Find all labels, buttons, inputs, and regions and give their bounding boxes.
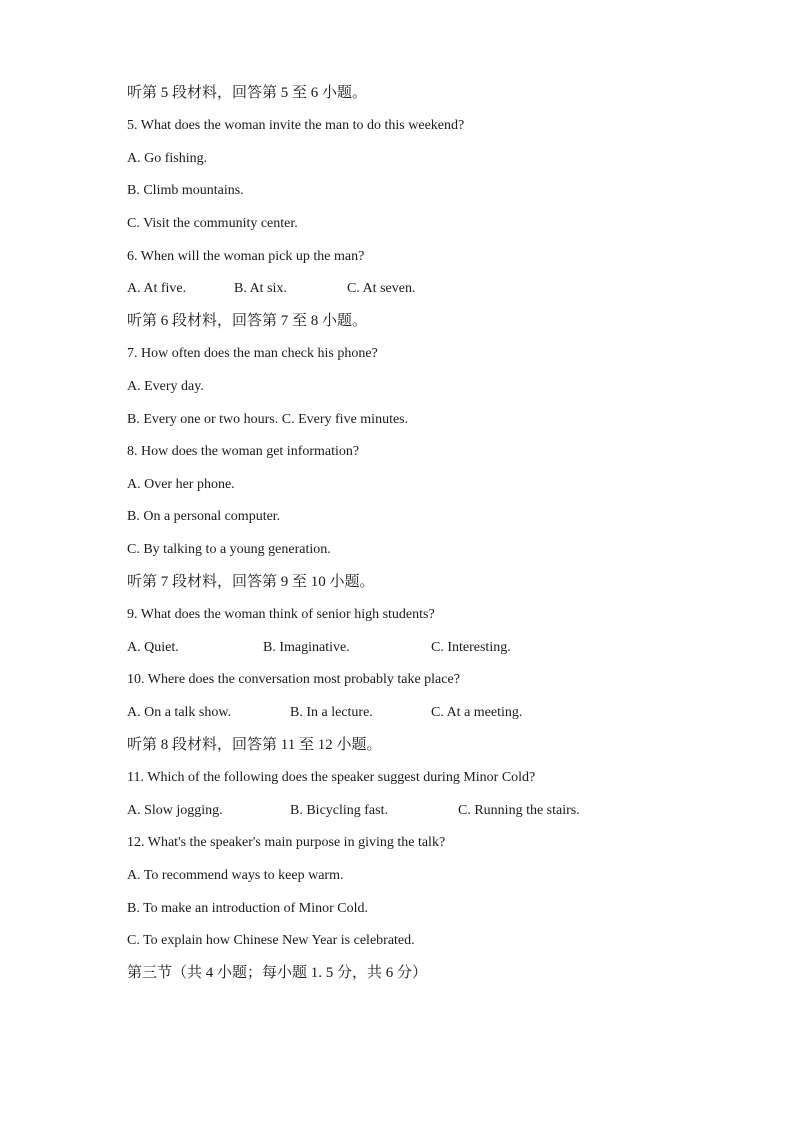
- section-heading-6: 听第 6 段材料，回答第 7 至 8 小题。: [127, 313, 368, 329]
- question-9: 9. What does the woman think of senior high students?: [127, 607, 435, 622]
- option-9c: C. Interesting.: [431, 640, 511, 655]
- option-10b: B. In a lecture.: [290, 705, 373, 720]
- option-5a: A. Go fishing.: [127, 151, 208, 166]
- option-10c: C. At a meeting.: [431, 705, 523, 720]
- question-7: 7. How often does the man check his phone?: [127, 346, 378, 361]
- option-6a: A. At five.: [127, 281, 187, 296]
- option-6c: C. At seven.: [347, 281, 416, 296]
- option-8b: B. On a personal computer.: [127, 509, 281, 524]
- question-5: 5. What does the woman invite the man to do this weekend?: [127, 118, 465, 133]
- option-12c: C. To explain how Chinese New Year is celebrated.: [127, 933, 415, 948]
- option-8c: C. By talking to a young generation.: [127, 542, 331, 557]
- option-9b: B. Imaginative.: [263, 640, 350, 655]
- option-6b: B. At six.: [234, 281, 287, 296]
- option-5c: C. Visit the community center.: [127, 216, 298, 231]
- option-7bc: B. Every one or two hours. C. Every five minutes.: [127, 412, 409, 427]
- question-12: 12. What's the speaker's main purpose in giving the talk?: [127, 835, 446, 850]
- option-8a: A. Over her phone.: [127, 477, 235, 492]
- option-11c: C. Running the stairs.: [458, 803, 580, 818]
- section-heading-7: 听第 7 段材料，回答第 9 至 10 小题。: [127, 574, 375, 590]
- option-11a: A. Slow jogging.: [127, 803, 223, 818]
- question-8: 8. How does the woman get information?: [127, 444, 360, 459]
- option-12b: B. To make an introduction of Minor Cold.: [127, 901, 369, 916]
- option-10a: A. On a talk show.: [127, 705, 232, 720]
- section-heading-8: 听第 8 段材料，回答第 11 至 12 小题。: [127, 737, 382, 753]
- option-5b: B. Climb mountains.: [127, 183, 244, 198]
- question-6: 6. When will the woman pick up the man?: [127, 249, 365, 264]
- option-7a: A. Every day.: [127, 379, 204, 394]
- question-10: 10. Where does the conversation most probably take place?: [127, 672, 460, 687]
- option-9a: A. Quiet.: [127, 640, 179, 655]
- part-three-heading: 第三节（共 4 小题；每小题 1. 5 分，共 6 分）: [127, 965, 428, 981]
- option-12a: A. To recommend ways to keep warm.: [127, 868, 344, 883]
- section-heading-5: 听第 5 段材料，回答第 5 至 6 小题。: [127, 85, 368, 101]
- option-11b: B. Bicycling fast.: [290, 803, 388, 818]
- question-11: 11. Which of the following does the speaker suggest during Minor Cold?: [127, 770, 536, 785]
